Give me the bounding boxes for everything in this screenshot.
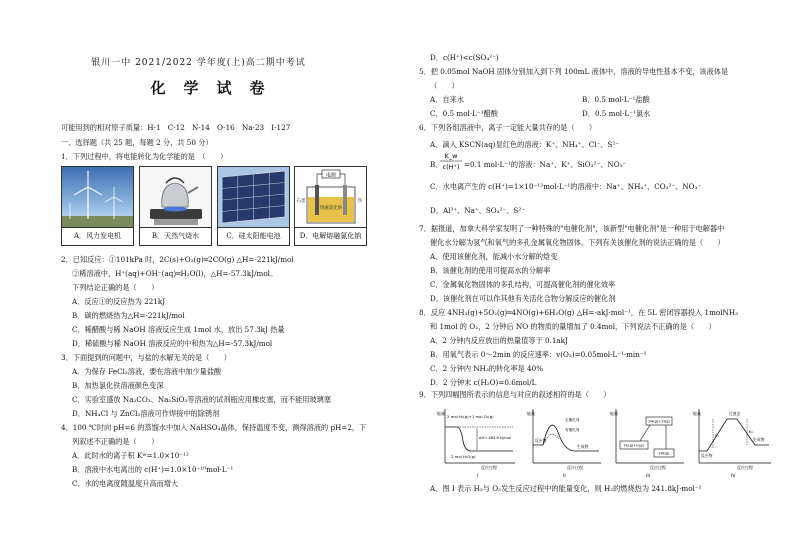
q2-line-3: 下列结论正确的是（ ）: [72, 283, 159, 292]
q6-option-a: A．滴入 KSCN(aq)显红色的溶液：K⁺、NH₄⁺、Cl⁻、S²⁻: [430, 140, 620, 149]
graph-iv-product: 生成物: [753, 437, 765, 442]
q5-option-b: B．0.5 mol·L⁻¹盐酸: [582, 95, 650, 104]
q3-option-b: B．加热氯化铁溶液颜色变深: [72, 381, 164, 390]
question-5: 5．把 0.05mol NaOH 固体分别加入到下列 100mL 液体中，溶液的导电性基本不变，该液体是: [419, 67, 729, 76]
graph-i-product: 2 mol H₂O(g): [451, 454, 476, 459]
q3-option-c: C．实验室盛放 Na₂CO₃、Na₂SiO₃等溶液的试剂瓶应用橡皮塞，而不能用玻璃塞: [72, 395, 332, 404]
q3-option-a: A．为保存 FeCl₃溶液，要在溶液中加少量盐酸: [72, 367, 222, 376]
graph-iv-e1: E₁: [715, 433, 719, 438]
figure-c: [217, 166, 290, 246]
q5-blank: （ ）: [430, 81, 459, 90]
graph-i: [437, 405, 519, 480]
cathode-label: 铁: [357, 199, 363, 204]
q3-option-d: D．NH₄Cl 与 ZnCl₂溶液可作焊接中的除锈剂: [72, 409, 220, 418]
figure-d: [294, 166, 367, 246]
q4-option-c: C．水的电离度随温度升高而增大: [72, 479, 179, 488]
graph-ii-product: 生成物: [577, 444, 589, 449]
figure-b: [139, 166, 212, 246]
q2-option-b: B．碳的燃烧热为△H=-221kJ/mol: [72, 311, 185, 320]
q7-option-b: B．该催化剂的使用可提高水的分解率: [430, 266, 551, 275]
graph-iii-reactants: H₂(g)+I₂(g): [624, 443, 644, 448]
kw-denominator: c(H⁺): [442, 163, 460, 171]
q8-option-c: C．2 分钟内 NH₃的转化率是 40%: [430, 364, 544, 373]
question-7-line-2: 催化水分解为氢气和氧气的多孔金属氧化物固体。下列有关该催化剂的说法正确的是（ ）: [430, 238, 725, 247]
q2-line-2: ②稀溶液中，H⁺(aq)+OH⁻(aq)═H₂O(l)，△H=-57.3kJ/mol。: [72, 269, 278, 278]
graph-ii-reactant: 反应物: [535, 438, 547, 443]
question-4-line-1: 4．100 ℃时向 pH=6 的蒸馏水中加入 NaHSO₄晶体，保持温度不变，测得溶液的 pH=2，下: [61, 423, 367, 432]
graph-iv: [693, 405, 775, 480]
electrolysis-cell-icon: [295, 167, 366, 228]
q4-option-b: B．溶液中水电离出的 c(H⁺)=1.0×10⁻¹⁰mol·L⁻¹: [72, 465, 234, 474]
graph-iii-xlabel: 反应过程: [650, 465, 666, 470]
question-1: 1．下列过程中，将电能转化为化学能的是 （ ）: [61, 152, 228, 161]
graph-iv-number: IV: [731, 474, 736, 479]
school-header: 银川一中 2021/2022 学年度(上)高二期中考试: [91, 58, 306, 68]
figure-b-label: B．天然气烧水: [140, 227, 211, 245]
q4-option-a: A．此时水的离子积 Kw=1.0×10⁻¹²: [72, 451, 189, 460]
q4-option-d: D．c(H⁺)<c(SO₄²⁻): [430, 53, 499, 62]
graph-iii-product: 2HI(g): [658, 451, 670, 456]
question-3: 3．下面提到的问题中，与盐的水解无关的是（ ）: [61, 353, 231, 362]
exam-title: 化学试卷: [150, 79, 283, 97]
graph-ii-no-catalyst: 无催化剂: [565, 418, 580, 422]
power-label: 电源: [325, 172, 337, 179]
graph-iii: [610, 405, 688, 480]
q8-option-d: D．2 分钟末 c(H₂O)=0.6mol/L: [430, 378, 537, 387]
right-column: [397, 0, 794, 550]
figure-a: [61, 166, 134, 246]
graph-ii: [527, 405, 605, 480]
wind-turbine-icon: [62, 167, 133, 228]
q2-option-c: C．稀醋酸与稀 NaOH 溶液反应生成 1mol 水，放出 57.3kJ 热量: [72, 325, 285, 334]
question-8-line-2: 和 1mol 的 O₂，2 分钟后 NO 的物质的量增加了 0.4mol，下列说法不正确的是（ ）: [430, 322, 716, 331]
q6-option-d: D．Al³⁺、Na⁺、SO₄²⁻、S²⁻: [430, 206, 526, 215]
q4-option-a-text: A．此时水的离子积 K: [72, 451, 143, 460]
kw-fraction: [439, 150, 463, 172]
q4-kw-value: =1.0×10⁻¹²: [146, 451, 189, 460]
q5-option-d: D．0.5 mol·L⁻¹氯水: [582, 109, 651, 118]
question-6: 6．下列各组溶液中，离子一定能大量共存的是（ ）: [419, 123, 597, 132]
q6-option-b-prefix: B．: [430, 160, 443, 169]
graph-iii-ylabel: 能量: [610, 411, 618, 416]
q2-line-1: 2．已知反应：①101kPa 时，2C(s)+O₂(g)═2CO(g) △H=-221kJ/mol: [61, 255, 294, 264]
q8-option-a: A．2 分钟内反应放出的热量值等于 0.1akJ: [430, 336, 568, 345]
graph-iv-e2: E₂: [749, 429, 753, 434]
q9-option-a: A．图 I 表示 H₂与 O₂发生反应过程中的能量变化，则 H₂的燃烧热为 241.8kJ·mol⁻¹: [430, 484, 702, 493]
question-7-line-1: 7．据报道，加拿大科学家发明了一种特殊的"电催化剂"，该新型"电催化剂"是一种用于电解器中: [419, 224, 725, 233]
graph-iii-atoms: 2H(g)+2I(g): [648, 419, 670, 424]
melt-label: 熔融氯化钠: [319, 206, 343, 211]
figure-c-label: C．硅太阳能电池: [218, 227, 289, 245]
q5-option-c: C．0.5 mol·L⁻¹醋酸: [430, 109, 498, 118]
q8-option-b: B．用氧气表示 0～2min 的反应速率：v(O₂)=0.05mol·L⁻¹·min⁻¹: [430, 350, 647, 359]
q1-figures: [61, 166, 367, 246]
graph-ii-catalyst: 有催化剂: [565, 428, 580, 432]
kw-numerator: K_w: [444, 152, 458, 160]
question-8-line-1: 8．反应 4NH₃(g)+5O₂(g)═4NO(g)+6H₂O(g) △H=-akJ·mol⁻¹，在 5L 密闭容器投入 1molNH₃: [419, 308, 738, 317]
q5-option-a: A．自来水: [430, 95, 464, 104]
graph-ii-xlabel: 反应过程: [567, 465, 583, 470]
q6-option-c: C．水电离产生的 c(H⁺)=1×10⁻¹²mol·L⁻¹的溶液中：Na⁺、NH₄⁺、CO₃²⁻、NO₃⁻: [430, 182, 702, 191]
figure-d-label: D．电解熔融氯化钠: [295, 227, 366, 245]
graph-i-dh: ΔH=-483.6 kJ/mol: [479, 436, 511, 440]
q7-option-c: C．金属氧化物固体的多孔结构，可提高催化剂的催化效率: [430, 280, 616, 289]
graph-iv-ylabel: 能量: [693, 411, 701, 416]
question-4-line-2: 列叙述不正确的是（ ）: [72, 437, 159, 446]
graph-iii-number: III: [646, 474, 650, 479]
gas-stove-kettle-icon: [140, 167, 211, 228]
q2-option-a: A．反应①的反应热为 221kJ: [72, 297, 166, 306]
question-9: 9．下列四幅图所表示的信息与对应的叙述相符的是（ ）: [419, 390, 611, 399]
graph-i-xlabel: 反应过程: [481, 465, 497, 470]
atomic-masses: 可能用到的相对原子质量：H-1 C-12 N-14 O-16 Na-23 I-127: [61, 123, 291, 132]
graph-i-reactant: 2 mol H₂(g)+1 mol O₂(g): [447, 414, 494, 419]
solar-panel-icon: [218, 167, 289, 228]
graph-i-number: I: [477, 474, 479, 479]
section-heading: 一、选择题（共 25 题，每题 2 分，共 50 分）: [61, 138, 213, 147]
graph-iv-reactant: 反应物: [701, 453, 713, 458]
graph-iv-xlabel: 反应过程: [737, 465, 753, 470]
q6-option-b: =0.1 mol·L⁻¹的溶液：Na⁺、K⁺、SiO₃²⁻、NO₃⁻: [464, 160, 627, 169]
graph-i-ylabel: 能量: [437, 411, 445, 416]
graph-ii-ylabel: 能量: [527, 411, 535, 416]
q9-graphs: [437, 405, 775, 480]
graph-iv-transition: 过渡态: [729, 411, 741, 416]
graph-ii-number: II: [563, 474, 566, 479]
anode-label: 石墨: [296, 199, 306, 204]
figure-a-label: A．风力发电机: [62, 227, 133, 245]
q2-option-d: D．稀硫酸与稀 NaOH 溶液反应的中和热为△H=-57.3kJ/mol: [72, 339, 273, 348]
q7-option-d: D．该催化剂在可以作其他有关活化合物分解反应的催化剂: [430, 294, 616, 303]
q7-option-a: A．使用该催化剂，能减小水分解的焓变: [430, 252, 558, 261]
